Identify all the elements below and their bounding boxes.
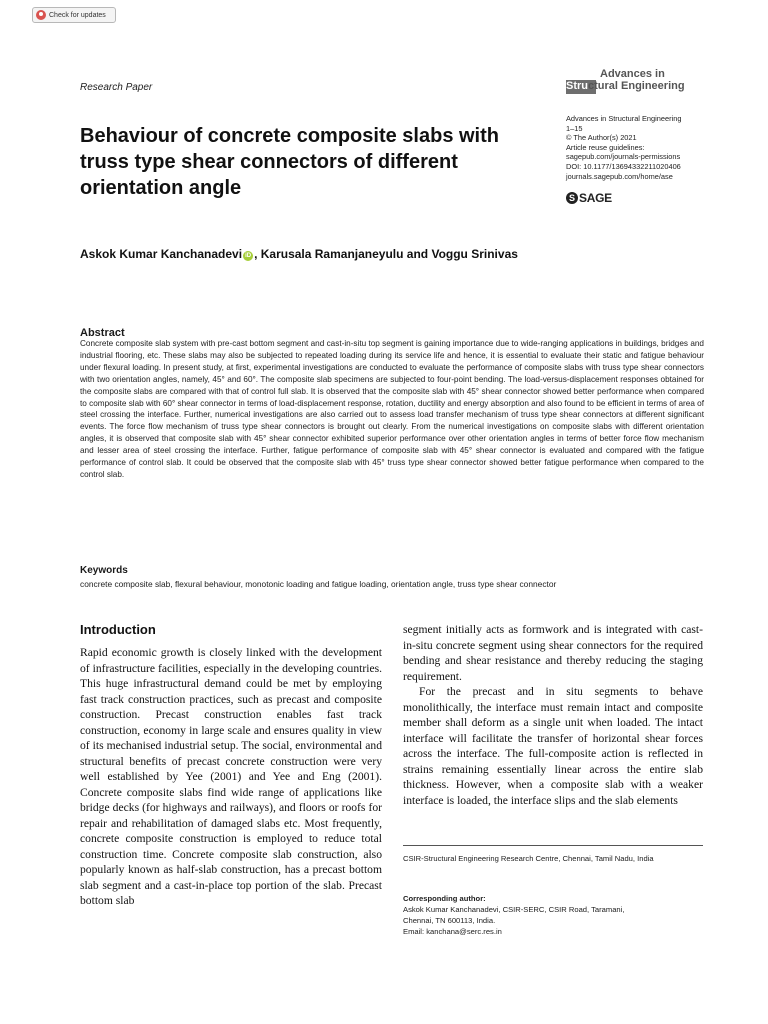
meta-permissions-link[interactable]: sagepub.com/journals-permissions — [566, 152, 681, 162]
logo-line2-rest: ctural Engineering — [588, 80, 685, 92]
introduction-heading: Introduction — [80, 622, 156, 637]
abstract-heading: Abstract — [80, 327, 125, 339]
body-column-right — [403, 622, 703, 808]
journal-meta — [566, 114, 746, 181]
corresponding-heading: Corresponding author: — [403, 894, 486, 903]
keywords-heading: Keywords — [80, 565, 128, 576]
intro-paragraph-1: Rapid economic growth is closely linked with the development of infrastructure facilities, especially in the developing countries. This huge infrastructural demand could be met by employing fast track construction practices, such as precast and composite construction. Precast construction enables fast track construction, economy in large scale and ensures quality in view of its mechanised industrial setup. The social, environmental and structural benefits of precast concrete construction were very well established by Yee (2001) and Yee and Eng (2001). Concrete composite slabs find wide range of applications like bridge decks (for highways and railways), and floors or roofs for repair and rehabilitation of damaged slabs etc. Most frequently, concrete composite construction is employed to reduce total construction time. Concrete composite slab construction, also popularly known as half-slab construction, has a precast bottom slab segment and a cast-in-place top portion of the slab. Precast bottom slab — [80, 646, 382, 907]
meta-copyright: © The Author(s) 2021 — [566, 133, 637, 143]
meta-reuse: Article reuse guidelines: — [566, 142, 645, 152]
logo-line2-white: Stru — [566, 80, 588, 92]
author-first: Askok Kumar Kanchanadevi — [80, 247, 243, 261]
footnote-divider — [403, 845, 703, 846]
publisher-logo — [566, 191, 612, 205]
corresponding-email[interactable]: Email: kanchana@serc.res.in — [403, 927, 502, 936]
logo-line2 — [566, 80, 685, 92]
meta-journal: Advances in Structural Engineering — [566, 114, 682, 123]
body-column-left — [80, 645, 382, 909]
intro-paragraph-2: For the precast and in situ segments to behave monolithically, the interface must remain intact and composite member shall deform as a single unit when loaded. The intact interface will facilitate the transfer of horizontal shear forces across the interface. The full-composite action is reflected in strains remaining essentially linear across the entire slab thickness. However, when a composite slab with a weaker interface is loaded, the interface slips and the slab elements — [403, 685, 703, 807]
keywords-text: concrete composite slab, flexural behaviour, monotonic loading and fatigue loading, orientation angle, truss type shear connector — [80, 579, 557, 589]
check-for-updates-badge[interactable] — [32, 7, 116, 23]
corresponding-address-1: Askok Kumar Kanchanadevi, CSIR-SERC, CSIR Road, Taramani, — [403, 905, 625, 914]
author-list — [80, 245, 540, 263]
affiliation: CSIR-Structural Engineering Research Centre, Chennai, Tamil Nadu, India — [403, 854, 654, 863]
update-icon — [36, 10, 46, 20]
meta-pages: 1–15 — [566, 123, 583, 133]
badge-label: Check for updates — [49, 11, 106, 19]
corresponding-address-2: Chennai, TN 600113, India. — [403, 916, 496, 925]
paper-title: Behaviour of concrete composite slabs with truss type shear connectors of different orientation angle — [80, 125, 499, 199]
logo-line1: Advances in — [600, 68, 665, 80]
meta-doi[interactable]: DOI: 10.1177/13694332211020406 — [566, 161, 681, 171]
abstract-text: Concrete composite slab system with pre-cast bottom segment and cast-in-situ top segment is gaining importance due to wide-ranging applications in buildings, bridges and industrial flooring, etc. These slabs may also be subjected to repeated loading during its service life and hence, it is essential to evaluate their static and fatigue behaviour under flexural loading. In present study, at first, experimental investigations are conducted to evaluate the performance of composite slabs with truss type shear connectors with two orientation angles, namely, 45° and 60°. The composite slab specimens are subjected to four-point bending. The load-versus-displacement responses obtained for the composite slabs are compared with that of control full slab. It is observed that the composite slab with 45° shear connector showed better performance when compared to composite slab with 60° shear connector in terms of load-displacement response, rotation, ductility and energy absorption and also found to be efficient in terms of area of steel crossing the interface. Further, numerical investigations are also carried out to assess load transfer mechanism of truss type shear connectors at different significant events. The force flow mechanism of truss type shear connectors is brought out clearly. From the numerical investigations on composite slabs with different orientation angles, it is observed that composite slab with 45° shear connector exhibited superior performance over other orientation angles in terms of better force flow mechanism and lesser area of steel crossing the interface. Further, fatigue performance of composite slab with 45° shear connector is evaluated and compared with the fatigue performance of control slab. It could be observed that the composite slab with 45° truss type shear connector showed better fatigue performance when compared to the control slab. — [80, 339, 704, 479]
paper-type: Research Paper — [80, 82, 153, 93]
journal-logo — [566, 68, 706, 94]
meta-journal-link[interactable]: journals.sagepub.com/home/ase — [566, 171, 673, 181]
author-rest: , Karusala Ramanjaneyulu and Voggu Srinivas — [254, 247, 518, 261]
sage-mark-icon: S — [566, 192, 578, 204]
orcid-icon[interactable]: iD — [245, 253, 252, 259]
intro-paragraph-1-cont: segment initially acts as formwork and is integrated with cast-in-situ concrete segment using shear connectors for the required bending and shear resistance and thereby reducing the staging requirement. — [403, 623, 703, 683]
publisher-name: SAGE — [579, 191, 612, 205]
